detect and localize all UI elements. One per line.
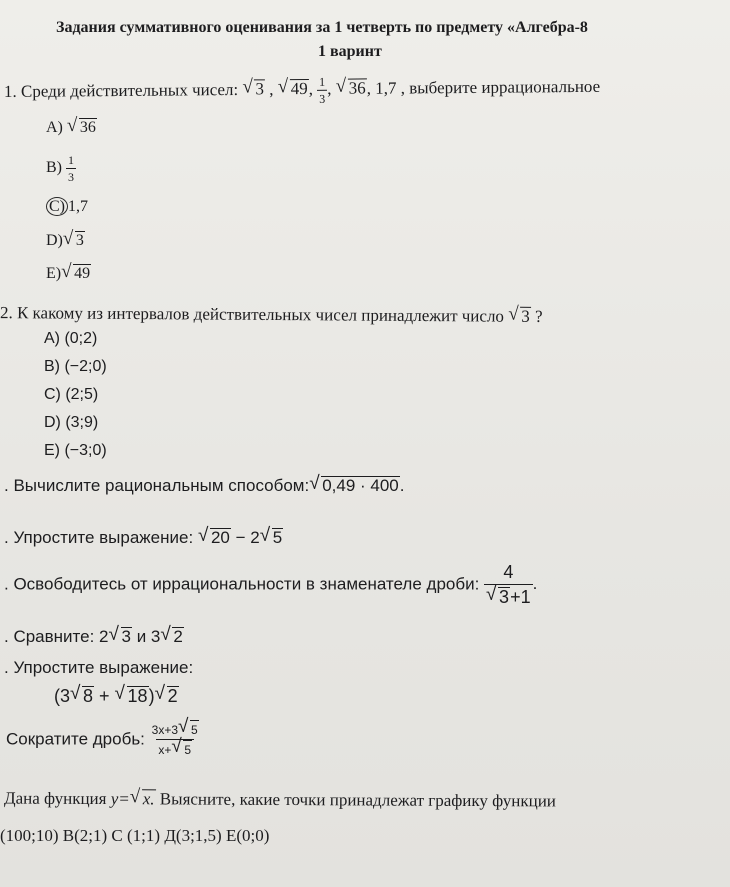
question-3: . Вычислите рациональным способом:√ 0,49 · 400. xyxy=(4,476,404,496)
q2-option-c: C) (2;5) xyxy=(44,386,99,403)
variant-label: 1 варинт xyxy=(318,43,382,60)
q2-option-b: B) (−2;0) xyxy=(44,358,107,375)
question-6: . Сравните: 2√ 3 и 3√ 2 xyxy=(4,627,184,647)
question-4: . Упростите выражение: √ 20 − 2√ 5 xyxy=(4,528,283,548)
question-7-expression: (3√ 8 + √ 18)√ 2 xyxy=(54,686,179,706)
question-2: 2. К какому из интервалов действительных чисел принадлежит число √ 3 ? xyxy=(0,303,543,327)
q1-option-d: D)√ 3 xyxy=(46,231,85,251)
q1-option-e: E)√ 49 xyxy=(46,264,91,284)
selected-answer-circle: C) xyxy=(46,197,68,216)
q2-option-e: E) (−3;0) xyxy=(44,442,107,459)
question-9-points: (100;10) B(2;1) C (1;1) Д(3;1,5) E(0;0) xyxy=(0,826,270,845)
q1-option-a: A) √ 36 xyxy=(46,118,97,138)
q1-option-b: B) $\frac{1}{3}$ xyxy=(46,153,74,184)
question-5: . Освободитесь от иррациональности в знаменателе дроби: 4 √ 3+1 . xyxy=(4,560,537,609)
question-9: Дана функция y=√ x. Выясните, какие точки принадлежат графику функции xyxy=(4,789,556,812)
question-7: . Упростите выражение: xyxy=(4,658,194,677)
q2-option-d: D) (3;9) xyxy=(44,414,99,431)
q1-option-c: C) 1,7 xyxy=(46,197,88,217)
question-8: Сократите дробь: $\frac{3x+3√ 5}{x+√ 5}$ xyxy=(6,720,201,759)
worksheet-title: Задания суммативного оценивания за 1 четверть по предмету «Алгебра-8 xyxy=(56,19,588,36)
q2-option-a: A) (0;2) xyxy=(44,330,98,347)
question-1: 1. Среди действительных чисел: √ 3 , √ 49, $\frac{1}{3}$ , √ 36, 1,7 , выберите иррациональное xyxy=(4,71,600,109)
